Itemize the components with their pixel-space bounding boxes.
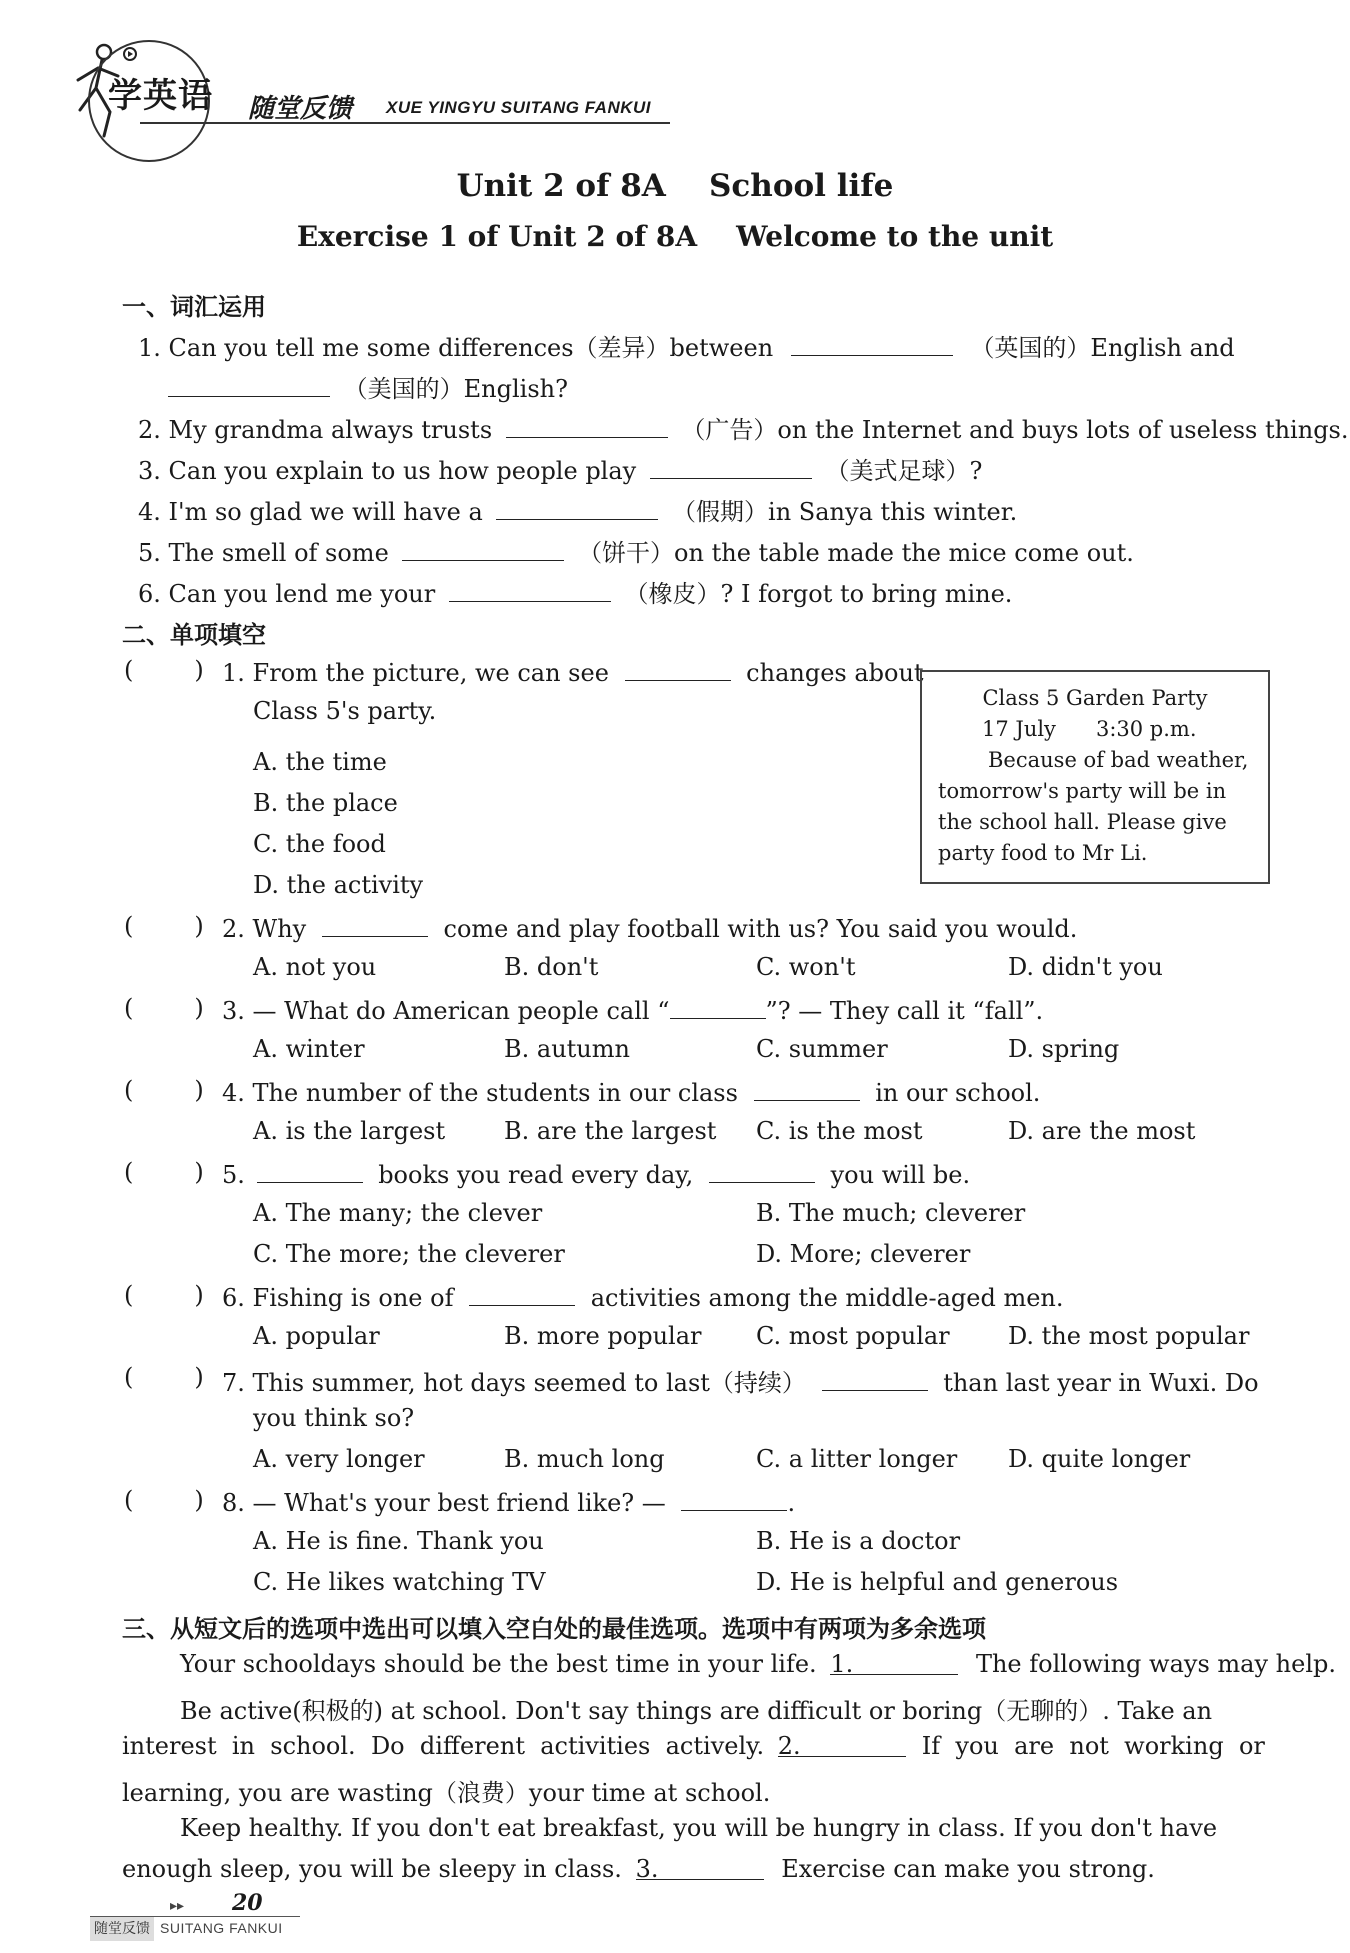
mc-q2-text-a: Why (252, 915, 307, 943)
mc-q2-option-c[interactable]: C. won't (756, 953, 856, 981)
section2-heading: 二、单项填空 (122, 621, 266, 649)
passage-line4: learning, you are wasting（浪费）your time at school. (122, 1779, 771, 1807)
mc-q5-option-c[interactable]: C. The more; the cleverer (253, 1240, 565, 1268)
passage-line1 (180, 1650, 1336, 1678)
vocab-q1-line2 (168, 369, 568, 404)
logo-pinyin: XUE YINGYU SUITANG FANKUI (386, 98, 652, 117)
mc-q2-option-b[interactable]: B. don't (504, 953, 599, 981)
mc-q1-number: 1. (222, 659, 245, 687)
passage-line3 (122, 1732, 1265, 1760)
mc-q8-option-c[interactable]: C. He likes watching TV (253, 1568, 546, 1596)
vocab-q2-blank[interactable] (506, 413, 668, 438)
mc-q8-text-a: — What's your best friend like? — (252, 1489, 666, 1517)
mc-q3-option-c[interactable]: C. summer (756, 1035, 888, 1063)
passage-p1-text-a: Your schooldays should be the best time in your life. (180, 1650, 817, 1678)
mc-q6-option-b[interactable]: B. more popular (504, 1322, 702, 1350)
passage-line2: Be active(积极的) at school. Don't say things are difficult or boring（无聊的）. Take an (180, 1697, 1213, 1725)
mc-q1-option-b[interactable]: B. the place (253, 789, 398, 817)
mc-q8-option-d[interactable]: D. He is helpful and generous (756, 1568, 1119, 1596)
mc-q7-text-b: than last year in Wuxi. Do (943, 1369, 1259, 1397)
mc-q3-option-a[interactable]: A. winter (253, 1035, 365, 1063)
vocab-q6-blank[interactable] (449, 577, 611, 602)
mc-q2-answer-box[interactable]: ( ) (124, 912, 204, 940)
vocab-q1-text-b: （英国的）English and (970, 334, 1235, 362)
mc-q3-text-a: — What do American people call “ (252, 997, 670, 1025)
mc-q2-option-a[interactable]: A. not you (253, 953, 377, 981)
mc-q3-text-b: ”? — They call it “fall”. (765, 997, 1044, 1025)
vocab-q6 (138, 574, 1012, 609)
vocab-q3 (138, 451, 982, 486)
passage-blank-1[interactable] (830, 1650, 958, 1678)
mc-q5-option-d[interactable]: D. More; cleverer (756, 1240, 971, 1268)
mc-q2-number: 2. (222, 915, 245, 943)
mc-q7-option-a[interactable]: A. very longer (253, 1445, 425, 1473)
mc-q1-option-c[interactable]: C. the food (253, 830, 386, 858)
notice-line5: the school hall. Please give (938, 810, 1227, 834)
mc-q2-option-d[interactable]: D. didn't you (1008, 953, 1163, 981)
passage-blank-3-number: 3. (635, 1855, 659, 1883)
mc-q1-option-d[interactable]: D. the activity (253, 871, 424, 899)
footer-brand: SUITANG FANKUI (160, 1920, 283, 1936)
vocab-q5-text-b: （饼干）on the table made the mice come out. (578, 539, 1134, 567)
passage-p3-text-c: Exercise can make you strong. (781, 1855, 1155, 1883)
mc-q1-answer-box[interactable]: ( ) (124, 656, 204, 684)
mc-q3-option-d[interactable]: D. spring (1008, 1035, 1120, 1063)
mc-q7-option-c[interactable]: C. a litter longer (756, 1445, 958, 1473)
mc-q6-option-a[interactable]: A. popular (253, 1322, 380, 1350)
mc-q1-blank[interactable] (625, 656, 731, 681)
logo-script: 随堂反馈 (248, 94, 353, 124)
passage-p2-text-c: If you are not working or (921, 1732, 1265, 1760)
mc-q8-option-a[interactable]: A. He is fine. Thank you (253, 1527, 544, 1555)
mc-q4-option-b[interactable]: B. are the largest (504, 1117, 717, 1145)
mc-q7-text-c: you think so? (253, 1404, 415, 1432)
mc-q2-line1 (222, 912, 1077, 943)
notice-line3: Because of bad weather, (988, 748, 1249, 772)
mc-q7-option-b[interactable]: B. much long (504, 1445, 665, 1473)
mc-q3-line1 (222, 994, 1043, 1025)
vocab-q5 (138, 533, 1134, 568)
vocab-q3-text-a: 3. Can you explain to us how people play (138, 457, 637, 485)
section3-heading: 三、从短文后的选项中选出可以填入空白处的最佳选项。选项中有两项为多余选项 (122, 1615, 986, 1643)
mc-q4-option-a[interactable]: A. is the largest (253, 1117, 446, 1145)
mc-q1-option-a[interactable]: A. the time (253, 748, 387, 776)
notice-date: 17 July 3:30 p.m. (982, 717, 1197, 741)
logo-text: 学英语 (108, 76, 213, 116)
mc-q6-line1 (222, 1281, 1063, 1312)
vocab-q1-blank1[interactable] (791, 331, 953, 356)
mc-q6-text-b: activities among the middle-aged men. (590, 1284, 1064, 1312)
mc-q3-blank[interactable] (670, 994, 766, 1019)
footer-badge: 随堂反馈 (90, 1917, 154, 1941)
vocab-q4-text-a: 4. I'm so glad we will have a (138, 498, 483, 526)
notice-title: Class 5 Garden Party (982, 686, 1208, 710)
mc-q4-text-a: The number of the students in our class (252, 1079, 738, 1107)
mc-q6-option-d[interactable]: D. the most popular (1008, 1322, 1250, 1350)
mc-q6-answer-box[interactable]: ( ) (124, 1281, 204, 1309)
passage-line6 (122, 1855, 1155, 1883)
party-notice-box (920, 670, 1270, 884)
mc-q8-line1 (222, 1486, 795, 1517)
vocab-q2 (138, 410, 1349, 445)
vocab-q4-text-b: （假期）in Sanya this winter. (672, 498, 1018, 526)
mc-q8-number: 8. (222, 1489, 245, 1517)
footer-arrow-icon: ▸▸ (170, 1898, 185, 1914)
vocab-q3-text-b: （美式足球）? (825, 457, 983, 485)
mc-q5-line1 (222, 1158, 970, 1189)
mc-q7-answer-box[interactable]: ( ) (124, 1363, 204, 1391)
mc-q8-answer-box[interactable]: ( ) (124, 1486, 204, 1514)
mc-q7-blank[interactable] (822, 1366, 928, 1391)
mc-q5-option-a[interactable]: A. The many; the clever (253, 1199, 543, 1227)
mc-q4-number: 4. (222, 1079, 245, 1107)
mc-q3-option-b[interactable]: B. autumn (504, 1035, 630, 1063)
mc-q5-answer-box[interactable]: ( ) (124, 1158, 204, 1186)
passage-p1-text-b: The following ways may help. (975, 1650, 1336, 1678)
mc-q5-blank1[interactable] (257, 1158, 363, 1183)
vocab-q6-text-a: 6. Can you lend me your (138, 580, 436, 608)
mc-q8-text-b: . (787, 1489, 796, 1517)
mc-q4-option-c[interactable]: C. is the most (756, 1117, 923, 1145)
passage-line5: Keep healthy. If you don't eat breakfast, you will be hungry in class. If you don't have (180, 1814, 1218, 1842)
page-number: 20 (232, 1890, 263, 1916)
mc-q4-blank[interactable] (754, 1076, 860, 1101)
mc-q5-option-b[interactable]: B. The much; cleverer (756, 1199, 1026, 1227)
mc-q6-blank[interactable] (469, 1281, 575, 1306)
mc-q5-blank2[interactable] (709, 1158, 815, 1183)
mc-q1-text-b: changes about (746, 659, 924, 687)
mc-q6-number: 6. (222, 1284, 245, 1312)
vocab-q1-text-a: 1. Can you tell me some differences（差异）between (138, 334, 774, 362)
mc-q7-option-d[interactable]: D. quite longer (1008, 1445, 1191, 1473)
mc-q1-text-c: Class 5's party. (253, 697, 437, 725)
mc-q2-text-b: come and play football with us? You said you would. (443, 915, 1078, 943)
vocab-q2-text-a: 2. My grandma always trusts (138, 416, 493, 444)
mc-q7-number: 7. (222, 1369, 245, 1397)
mc-q5-text-c: you will be. (830, 1161, 971, 1189)
passage-blank-1-number: 1. (830, 1650, 854, 1678)
vocab-q4 (138, 492, 1017, 527)
header-rule (140, 122, 670, 124)
mc-q6-text-a: Fishing is one of (252, 1284, 454, 1312)
mc-q4-line1 (222, 1076, 1040, 1107)
notice-line4: tomorrow's party will be in (938, 779, 1227, 803)
passage-p3-text-b: enough sleep, you will be sleepy in class. (122, 1855, 622, 1883)
mc-q7-line1 (222, 1363, 1259, 1398)
passage-p2-text-b: interest in school. Do different activities actively. (122, 1732, 765, 1760)
mc-q4-answer-box[interactable]: ( ) (124, 1076, 204, 1104)
mc-q6-option-c[interactable]: C. most popular (756, 1322, 950, 1350)
mc-q7-text-a: This summer, hot days seemed to last（持续） (252, 1369, 806, 1397)
passage-blank-2-number: 2. (777, 1732, 801, 1760)
mc-q4-option-d[interactable]: D. are the most (1008, 1117, 1196, 1145)
vocab-q4-blank[interactable] (496, 495, 658, 520)
passage-blank-2[interactable] (777, 1732, 906, 1760)
mc-q3-number: 3. (222, 997, 245, 1025)
mc-q8-option-b[interactable]: B. He is a doctor (756, 1527, 961, 1555)
mc-q1-text-a: From the picture, we can see (252, 659, 609, 687)
section1-heading: 一、词汇运用 (122, 293, 266, 321)
notice-line6: party food to Mr Li. (938, 841, 1148, 865)
mc-q5-text-b: books you read every day, (378, 1161, 694, 1189)
mc-q1-line1 (222, 656, 924, 687)
mc-q5-number: 5. (222, 1161, 245, 1189)
vocab-q1-blank2[interactable] (168, 372, 330, 397)
vocab-q3-blank[interactable] (650, 454, 812, 479)
mc-q8-blank[interactable] (681, 1486, 787, 1511)
vocab-q5-blank[interactable] (402, 536, 564, 561)
vocab-q1-line1 (138, 328, 1235, 363)
vocab-q5-text-a: 5. The smell of some (138, 539, 389, 567)
exercise-title: Exercise 1 of Unit 2 of 8A Welcome to the unit (296, 220, 1054, 253)
vocab-q1-text-c: （美国的）English? (343, 375, 568, 403)
vocab-q2-text-b: （广告）on the Internet and buys lots of useless things. (681, 416, 1349, 444)
mc-q4-text-b: in our school. (875, 1079, 1041, 1107)
unit-title: Unit 2 of 8A School life (456, 168, 894, 204)
mc-q2-blank[interactable] (322, 912, 428, 937)
vocab-q6-text-b: （橡皮）? I forgot to bring mine. (624, 580, 1013, 608)
passage-blank-3[interactable] (635, 1855, 764, 1883)
mc-q3-answer-box[interactable]: ( ) (124, 994, 204, 1022)
